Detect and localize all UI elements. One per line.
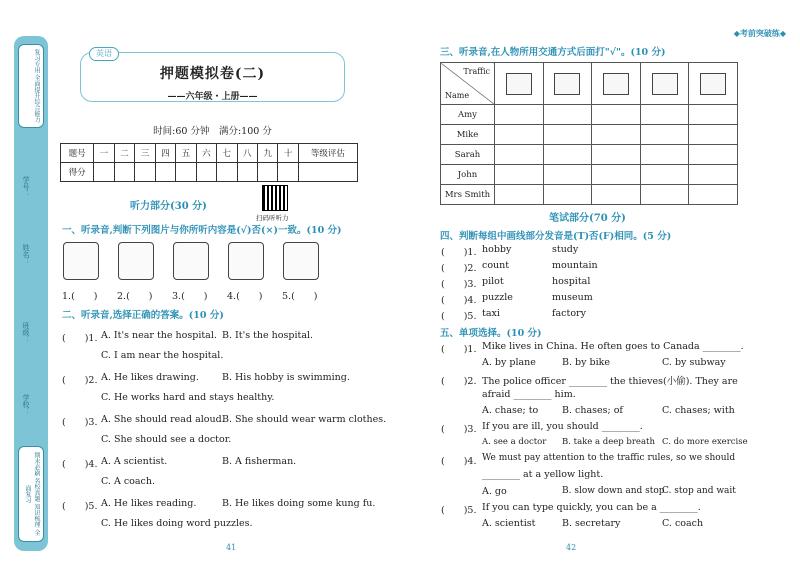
page-number-left: 41 — [226, 543, 237, 552]
q-number[interactable]: ( )2. — [441, 376, 477, 387]
score-value-row — [61, 163, 358, 182]
option-b: B. chases; of — [562, 405, 623, 416]
score-cell: 二 — [114, 144, 134, 163]
option-a: A. It's near the hospital. — [101, 330, 217, 341]
tick-cell[interactable] — [689, 105, 738, 125]
tick-cell[interactable] — [689, 145, 738, 165]
q-number[interactable]: ( )1. — [441, 247, 477, 258]
page-title: 押题模拟卷(二) — [159, 66, 266, 82]
person-name: Mike — [441, 125, 495, 145]
page-badge: ◆考前突破练◆ — [733, 28, 786, 38]
tick-cell[interactable] — [543, 145, 592, 165]
word-1: count — [482, 260, 510, 271]
option-b: B. His hobby is swimming. — [222, 372, 350, 383]
score-input-cell[interactable] — [278, 163, 298, 182]
score-cell: 一 — [94, 144, 114, 163]
option-c: C. coach — [662, 518, 704, 529]
train-icon — [506, 73, 532, 95]
title-box — [80, 49, 345, 102]
option-b: B. A fisherman. — [222, 456, 297, 467]
bus-icon — [554, 73, 580, 95]
section2-title: 二、听录音,选择正确的答案。(10 分) — [62, 310, 224, 321]
subject-tag: 英语 — [89, 47, 119, 61]
corner-cell — [441, 63, 495, 105]
word-1: pilot — [482, 276, 504, 287]
option-b: B. by bike — [562, 357, 610, 368]
q-number[interactable]: ( )5. — [441, 505, 477, 516]
q-number[interactable]: ( )3. — [441, 424, 477, 435]
walking-icon — [700, 73, 726, 95]
tick-cell[interactable] — [495, 185, 544, 205]
option-b: B. It's the hospital. — [222, 330, 314, 341]
option-a: A. She should read aloud. — [101, 414, 225, 425]
word-2: factory — [552, 308, 586, 319]
q-number[interactable]: ( )4. — [441, 456, 477, 467]
option-b: B. take a deep breath — [562, 437, 655, 447]
school-label: 学校： — [22, 394, 30, 415]
score-cell: 三 — [135, 144, 155, 163]
score-cell: 八 — [237, 144, 257, 163]
traffic-row — [441, 105, 738, 125]
class-label: 班级： — [22, 322, 30, 343]
score-header-row — [61, 144, 358, 163]
traffic-row — [441, 185, 738, 205]
tick-cell[interactable] — [689, 185, 738, 205]
traffic-row — [441, 125, 738, 145]
option-b: B. He likes doing some kung fu. — [222, 498, 376, 509]
tick-cell[interactable] — [543, 165, 592, 185]
picture-2-icon — [118, 242, 154, 280]
option-c: C. He likes doing word puzzles. — [101, 518, 253, 529]
score-cell: 七 — [217, 144, 237, 163]
tick-cell[interactable] — [592, 145, 641, 165]
page-number-right: 42 — [566, 543, 577, 552]
bike-icon — [603, 73, 629, 95]
option-c: C. A coach. — [101, 476, 156, 487]
side-top-box: 复习专用 全面提升综合能力 — [18, 44, 44, 128]
q-stem: If you are ill, you should ________. — [482, 421, 643, 432]
score-cell: 十 — [278, 144, 298, 163]
q-number[interactable]: ( )5. — [441, 311, 477, 322]
score-cell: 五 — [176, 144, 196, 163]
score-input-cell[interactable] — [114, 163, 134, 182]
side-bottom-box: 期末必刷 名校真题 知识梳理 全面复习 — [18, 446, 44, 542]
q-number[interactable]: ( )4. — [62, 459, 98, 470]
q-number[interactable]: ( )2. — [441, 263, 477, 274]
qr-caption: 扫码听听力 — [256, 214, 289, 222]
person-name: Sarah — [441, 145, 495, 165]
option-c: C. stop and wait — [662, 486, 736, 496]
corner-top: Traffic — [463, 67, 490, 76]
section3-title: 三、听录音,在人物所用交通方式后面打"√"。(10 分) — [440, 47, 666, 58]
exam-time: 时间:60 分钟 满分:100 分 — [153, 126, 272, 137]
word-2: mountain — [552, 260, 598, 271]
grade-subtitle: ——六年级・上册—— — [167, 92, 258, 102]
score-cell: 六 — [196, 144, 216, 163]
score-cell: 九 — [257, 144, 277, 163]
word-1: puzzle — [482, 292, 513, 303]
q-number[interactable]: ( )2. — [62, 375, 98, 386]
word-1: taxi — [482, 308, 500, 319]
qr-code-icon[interactable] — [262, 185, 288, 211]
tick-cell[interactable] — [495, 105, 544, 125]
q-stem: Mike lives in China. He often goes to Canada ________. — [482, 341, 744, 352]
score-input-cell[interactable] — [257, 163, 277, 182]
q-number[interactable]: ( )3. — [62, 417, 98, 428]
transport-cell — [689, 63, 738, 105]
tick-cell[interactable] — [592, 105, 641, 125]
transport-cell — [640, 63, 689, 105]
option-a: A. see a doctor — [482, 437, 547, 447]
option-a: A. He likes reading. — [101, 498, 197, 509]
score-input-cell[interactable] — [135, 163, 155, 182]
option-a: A. A scientist. — [101, 456, 168, 467]
option-c: C. do more exercise — [662, 437, 748, 447]
q-number[interactable]: ( )1. — [441, 344, 477, 355]
tick-cell[interactable] — [495, 145, 544, 165]
section1-title: 一、听录音,判断下列图片与你所听内容是(√)否(×)一致。(10 分) — [62, 225, 342, 236]
person-name: Mrs Smith — [441, 185, 495, 205]
tick-cell[interactable] — [592, 125, 641, 145]
q-number[interactable]: ( )4. — [441, 295, 477, 306]
person-name: Amy — [441, 105, 495, 125]
tick-cell[interactable] — [495, 165, 544, 185]
tick-cell[interactable] — [592, 165, 641, 185]
word-2: hospital — [552, 276, 591, 287]
q-stem-cont: afraid ________ him. — [482, 389, 576, 400]
answer-4[interactable]: 4.( ) — [227, 291, 263, 302]
option-c: C. He works hard and stays healthy. — [101, 392, 275, 403]
tick-cell[interactable] — [543, 105, 592, 125]
score-cell: 得分 — [61, 163, 94, 182]
score-cell: 题号 — [61, 144, 94, 163]
tick-cell[interactable] — [640, 125, 689, 145]
transport-cell — [543, 63, 592, 105]
option-a: A. go — [482, 486, 507, 497]
score-table — [60, 143, 358, 182]
q-number[interactable]: ( )3. — [441, 279, 477, 290]
score-input-cell[interactable] — [155, 163, 175, 182]
word-1: hobby — [482, 244, 512, 255]
option-b: B. secretary — [562, 518, 621, 529]
section4-title: 四、判断每组中画线部分发音是(T)否(F)相同。(5 分) — [440, 231, 672, 242]
written-title: 笔试部分(70 分) — [549, 213, 626, 224]
q-stem: We must pay attention to the traffic rules, so we should — [482, 453, 736, 463]
q-stem: The police officer ________ the thieves(小偷). They are — [482, 376, 738, 387]
listening-title: 听力部分(30 分) — [130, 201, 207, 212]
option-c: C. by subway — [662, 357, 726, 368]
q-stem-cont: ________ at a yellow light. — [482, 469, 604, 480]
transport-cell — [592, 63, 641, 105]
score-cell: 四 — [155, 144, 175, 163]
tick-cell[interactable] — [543, 125, 592, 145]
tick-cell[interactable] — [689, 125, 738, 145]
tick-cell[interactable] — [640, 105, 689, 125]
answer-3[interactable]: 3.( ) — [172, 291, 208, 302]
traffic-header-row — [441, 63, 738, 105]
score-input-cell[interactable] — [94, 163, 114, 182]
option-c: C. I am near the hospital. — [101, 350, 224, 361]
tick-cell[interactable] — [592, 185, 641, 205]
transport-cell — [495, 63, 544, 105]
score-input-cell[interactable] — [298, 163, 357, 182]
picture-1-icon — [63, 242, 99, 280]
score-cell: 等级评估 — [298, 144, 357, 163]
score-input-cell[interactable] — [237, 163, 257, 182]
person-name: John — [441, 165, 495, 185]
option-a: A. chase; to — [482, 405, 539, 416]
student-id-label: 学号： — [22, 176, 30, 197]
option-a: A. scientist — [482, 518, 536, 529]
tick-cell[interactable] — [543, 185, 592, 205]
answer-5[interactable]: 5.( ) — [282, 291, 318, 302]
tick-cell[interactable] — [640, 145, 689, 165]
name-label: 姓名： — [22, 244, 30, 265]
side-bar — [14, 36, 48, 551]
option-c: C. She should see a doctor. — [101, 434, 232, 445]
q-number[interactable]: ( )5. — [62, 501, 98, 512]
word-2: museum — [552, 292, 593, 303]
q-number[interactable]: ( )1. — [62, 333, 98, 344]
tick-cell[interactable] — [640, 165, 689, 185]
picture-3-icon — [173, 242, 209, 280]
tick-cell[interactable] — [689, 165, 738, 185]
answer-1[interactable]: 1.( ) — [62, 291, 98, 302]
score-input-cell[interactable] — [217, 163, 237, 182]
tick-cell[interactable] — [495, 125, 544, 145]
taxi-icon — [652, 73, 678, 95]
option-c: C. chases; with — [662, 405, 735, 416]
score-input-cell[interactable] — [196, 163, 216, 182]
option-a: A. He likes drawing. — [101, 372, 199, 383]
q-stem: If you can type quickly, you can be a ________. — [482, 502, 701, 513]
option-a: A. by plane — [482, 357, 536, 368]
traffic-row — [441, 145, 738, 165]
traffic-table — [440, 62, 738, 205]
option-b: B. slow down and stop — [562, 486, 665, 496]
section5-title: 五、单项选择。(10 分) — [440, 328, 542, 339]
score-input-cell[interactable] — [176, 163, 196, 182]
corner-bottom: Name — [445, 91, 470, 100]
traffic-row — [441, 165, 738, 185]
word-2: study — [552, 244, 579, 255]
tick-cell[interactable] — [640, 185, 689, 205]
answer-2[interactable]: 2.( ) — [117, 291, 153, 302]
picture-4-icon — [228, 242, 264, 280]
option-b: B. She should wear warm clothes. — [222, 414, 387, 425]
picture-5-icon — [283, 242, 319, 280]
